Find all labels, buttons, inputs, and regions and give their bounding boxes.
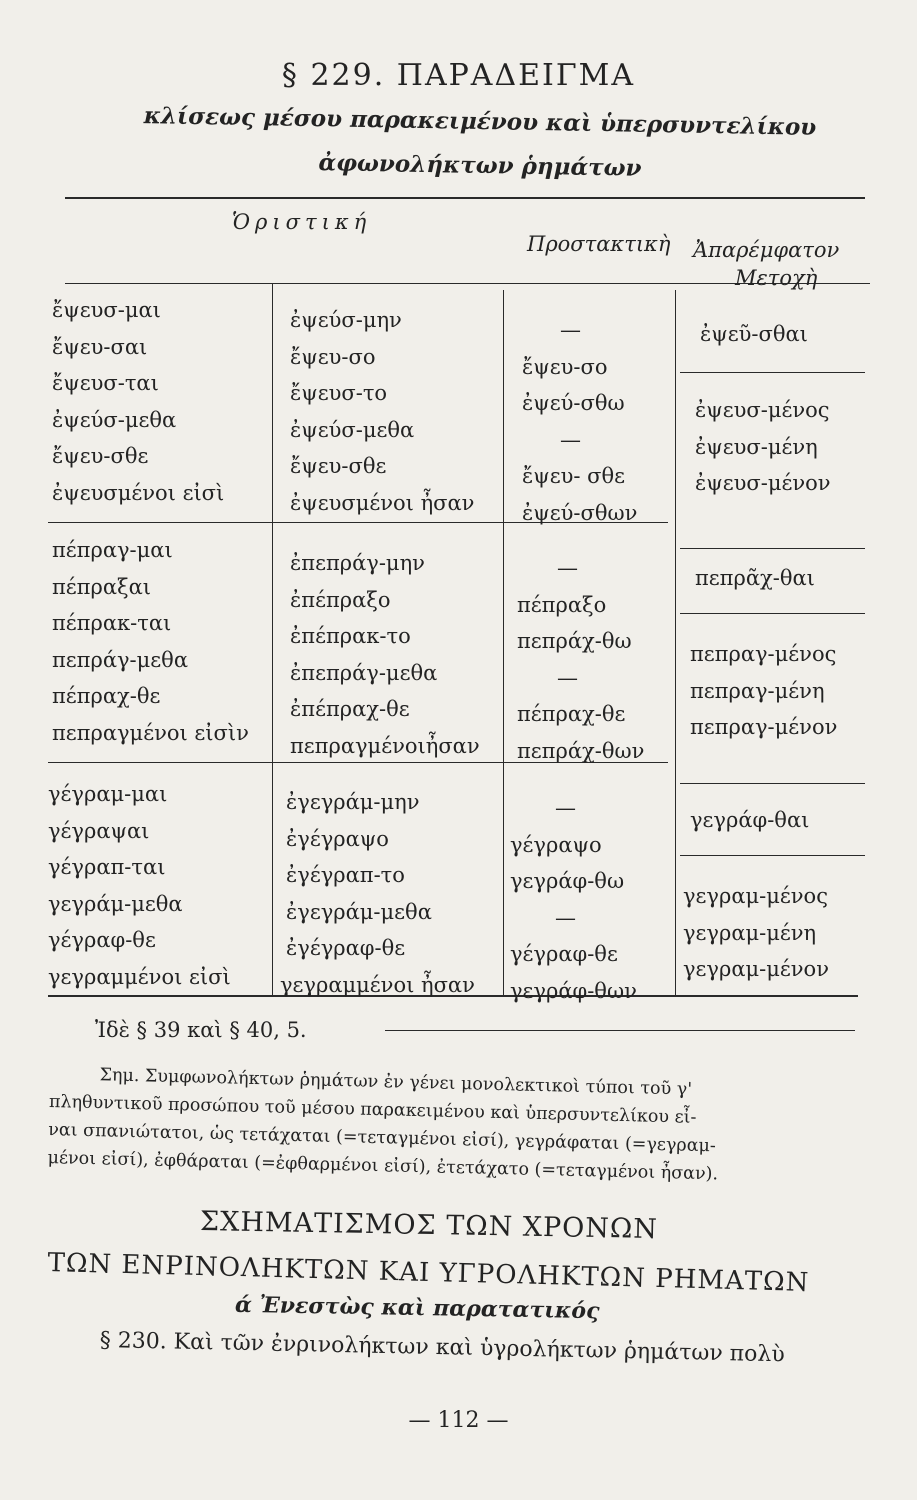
form: ἐγέγραπ-το — [286, 863, 405, 887]
form: — — [560, 318, 581, 342]
form: ἐψεύσ-μεθα — [290, 417, 415, 442]
form: πεπραγ-μένος — [690, 642, 837, 666]
form: πεπράγ-μεθα — [52, 647, 189, 672]
group-3-infinitive: γεγράφ-θαι — [690, 808, 810, 832]
form: πεπραγμένοιἦσαν — [290, 733, 480, 758]
form: ἔψευ-σο — [290, 344, 376, 369]
form: πέπραγ-μαι — [52, 538, 173, 562]
subtitle-line-1: κλίσεως μέσου παρακειμένου καὶ ὑπερσυντελίκου — [143, 102, 817, 141]
note-line: ναι σπανιώτατοι, ὡς τετάχαται (=τεταγμένοι εἰσί), γεγράφαται (=γεγραμ- — [48, 1119, 717, 1157]
form: πεπραγ-μένη — [690, 678, 825, 703]
form: ἐγέγραφ-θε — [286, 936, 406, 960]
form: γέγραπ-ται — [48, 855, 166, 879]
form: ἐπέπραχ-θε — [290, 697, 410, 721]
form: πεπράχ-θω — [517, 629, 632, 653]
form: — — [555, 796, 576, 820]
form: πέπραξαι — [52, 574, 151, 599]
form: ἐπέπρακ-το — [290, 624, 411, 648]
form: ἐγεγράμ-μην — [286, 790, 420, 814]
form: ἐπέπραξο — [290, 587, 391, 612]
form: πεπραγμένοι εἰσὶν — [52, 720, 249, 745]
table-top-rule — [65, 197, 865, 199]
group-3-pluperfect — [280, 784, 475, 1003]
note-rule — [385, 1030, 855, 1031]
paragraph-start: § 230. Καὶ τῶν ἐνρινολήκτων καὶ ὑγρολήκτων ῥημάτων πολὺ — [99, 1328, 785, 1368]
form: ἐψεύ-σθω — [522, 391, 625, 415]
form: γεγραμ-μένος — [683, 884, 828, 908]
form: — — [557, 556, 578, 580]
group-3-imperative — [510, 790, 637, 1009]
group-1-participle — [695, 392, 831, 502]
form: γεγραμμένοι εἰσὶ — [48, 964, 231, 989]
form: πέπραξο — [517, 592, 607, 617]
see-also-reference: Ἰδὲ § 39 καὶ § 40, 5. — [95, 1018, 307, 1042]
note-line: πληθυντικοῦ προσώπου τοῦ μέσου παρακειμένου καὶ ὑπερσυντελίκου εἶ- — [48, 1091, 697, 1128]
form: ἐψευσμένοι εἰσὶ — [52, 480, 225, 505]
form: γεγράφ-θων — [510, 978, 637, 1003]
form: ἔψευσ-ται — [52, 371, 159, 395]
form: ἔψευσ-μαι — [52, 298, 161, 322]
group-2-imperative — [517, 550, 644, 769]
form: γέγραφ-θε — [48, 928, 156, 952]
form: πέπρακ-ται — [52, 611, 172, 635]
form: — — [555, 905, 576, 930]
group-3-perfect — [48, 776, 231, 995]
form: πεπράχ-θων — [517, 738, 645, 763]
form: ἐψευσ-μένον — [695, 471, 831, 495]
group-3-participle — [683, 878, 829, 988]
form: ἐψευσ-μένη — [695, 434, 818, 459]
group-2-perfect — [52, 532, 249, 751]
form: πέπραχ-θε — [517, 702, 626, 726]
note-line: μένοι εἰσί), ἐφθάραται (=ἐφθαρμένοι εἰσί), ἐτετάχατο (=τεταγμένοι ἦσαν). — [47, 1147, 719, 1185]
header-infinitive: Ἀπαρέμφατον — [693, 238, 840, 262]
form: ἐπεπράγ-μεθα — [290, 660, 438, 685]
infinitive-rule-5 — [680, 855, 865, 856]
form: ἔψευσ-το — [290, 381, 388, 405]
note-paragraph — [47, 1060, 849, 1192]
form: ἐγεγράμ-μεθα — [286, 899, 432, 924]
group-2-pluperfect — [290, 545, 480, 764]
form: γεγράμ-μεθα — [48, 891, 183, 916]
form: πεπραγ-μένον — [690, 715, 838, 739]
form: ἐψεύσ-μεθα — [52, 407, 177, 432]
column-divider-1 — [272, 284, 273, 996]
header-participle: Μετοχὴ — [735, 266, 818, 290]
header-imperative: Προστακτικὴ — [527, 232, 671, 256]
form: — — [560, 427, 581, 452]
form: γεγραμ-μένη — [683, 920, 817, 945]
form: ἐψεύσ-μην — [290, 308, 402, 332]
form: γέγραψο — [510, 832, 602, 857]
form: ἐπεπράγ-μην — [290, 551, 425, 575]
form: γεγράφ-θω — [510, 869, 625, 893]
infinitive-rule-4 — [680, 783, 865, 784]
form: ἔψευ-σθε — [290, 454, 387, 478]
form: πέπραχ-θε — [52, 684, 161, 708]
form: ἔψευ-σο — [522, 354, 608, 379]
form: ἐψευσ-μένος — [695, 398, 830, 422]
infinitive-rule-2 — [680, 548, 865, 549]
form: γεγραμ-μένον — [683, 957, 829, 981]
form: — — [557, 665, 578, 690]
infinitive-rule-1 — [680, 372, 865, 373]
note-line: Σημ. Συμφωνολήκτων ῥημάτων ἐν γένει μονολεκτικοὶ τύποι τοῦ γ' — [99, 1065, 693, 1100]
form: ἐγέγραψο — [286, 826, 389, 851]
page-number: — 112 — — [408, 1408, 509, 1433]
group-1-imperative — [522, 312, 637, 531]
heading-line-2: ΤΩΝ ΕΝΡΙΝΟΛΗΚΤΩΝ ΚΑΙ ΥΓΡΟΛΗΚΤΩΝ ΡΗΜΑΤΩΝ — [47, 1248, 810, 1298]
subheading: ά Ἐνεστὼς καὶ παρατατικός — [234, 1291, 600, 1325]
form: γεγραμμένοι ἦσαν — [280, 972, 475, 997]
group-2-infinitive: πεπρᾶχ-θαι — [695, 566, 815, 590]
form: ἔψευ-σθε — [52, 444, 149, 468]
form: ἐψευσμένοι ἦσαν — [290, 490, 475, 515]
column-divider-2 — [503, 290, 504, 996]
form: γέγραμ-μαι — [48, 782, 168, 806]
form: ἔψευ- σθε — [522, 464, 626, 488]
section-title: § 229. ΠΑΡΑΔΕΙΓΜΑ — [281, 58, 636, 93]
column-divider-3 — [675, 290, 676, 996]
form: ἐψεύ-σθων — [522, 500, 638, 525]
form: γέγραφ-θε — [510, 942, 618, 966]
form: ἔψευ-σαι — [52, 334, 148, 359]
group-1-pluperfect — [290, 302, 474, 521]
group-1-infinitive: ἐψεῦ-σθαι — [700, 322, 808, 346]
infinitive-rule-3 — [680, 613, 865, 614]
heading-line-1: ΣΧΗΜΑΤΙΣΜΟΣ ΤΩΝ ΧΡΟΝΩΝ — [199, 1206, 659, 1245]
subtitle-line-2: ἀφωνολήκτων ῥημάτων — [318, 149, 642, 182]
form: γέγραψαι — [48, 818, 150, 843]
header-indicative: Ὁριστική — [232, 210, 372, 234]
group-1-perfect — [52, 292, 224, 511]
group-2-participle — [690, 636, 837, 746]
